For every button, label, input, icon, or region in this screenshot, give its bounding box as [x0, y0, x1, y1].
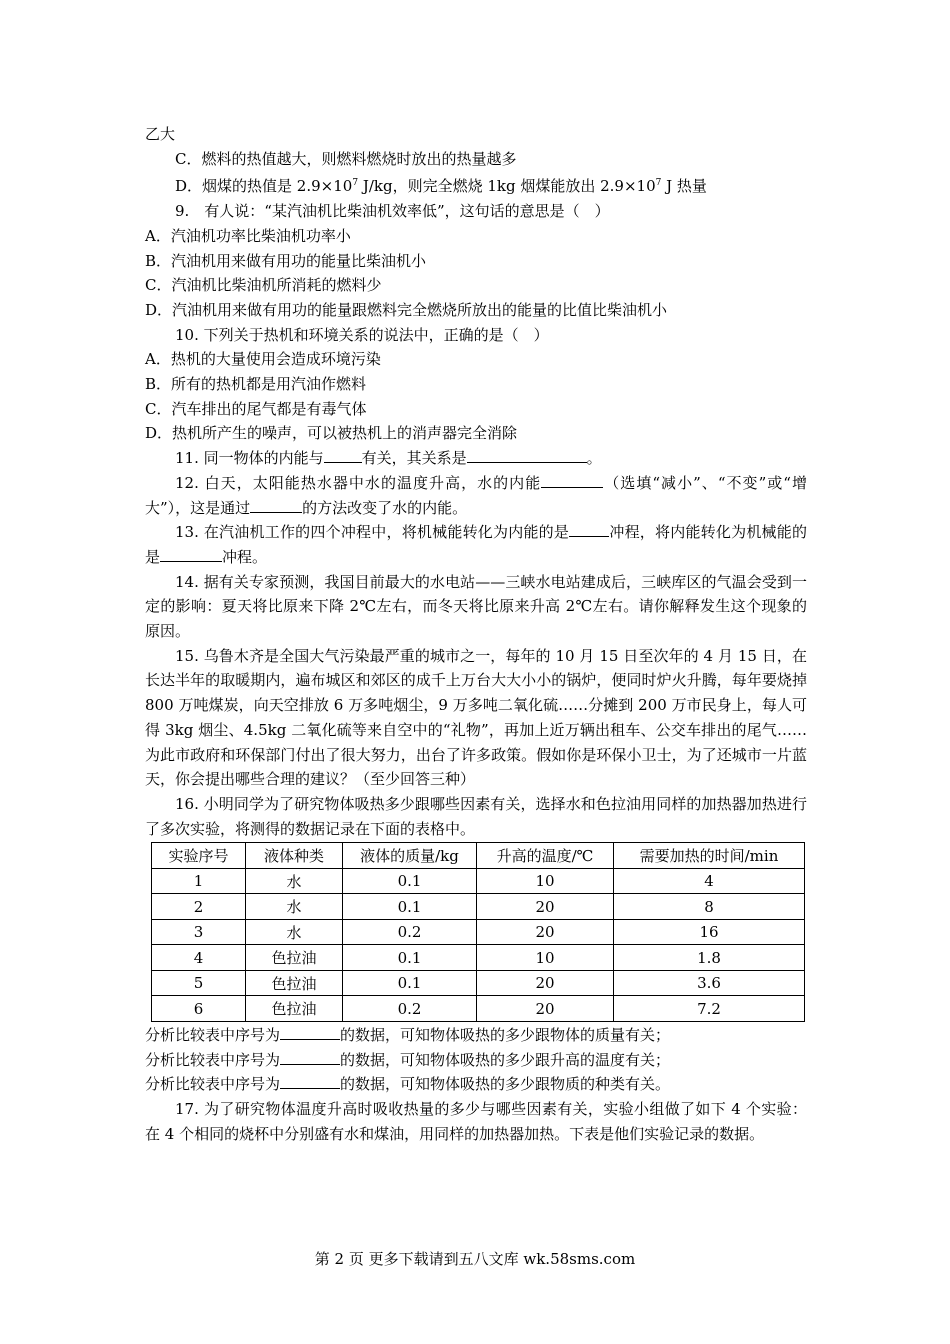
table-cell: 0.2	[343, 919, 477, 945]
q10-stem: 10. 下列关于热机和环境关系的说法中，正确的是（ ）	[175, 325, 549, 344]
table-cell: 水	[246, 919, 343, 945]
table-header-row	[152, 843, 805, 869]
q10-option-b: B．所有的热机都是用汽油作燃料	[145, 375, 367, 394]
table-cell: 色拉油	[246, 996, 343, 1022]
table-cell: 3.6	[614, 970, 805, 996]
q9-stem: 9. 有人说：“某汽油机比柴油机效率低”，这句话的意思是（ ）	[175, 202, 610, 221]
q10-option-c: C．汽车排出的尾气都是有毒气体	[145, 399, 367, 418]
q11-blank-2[interactable]	[467, 448, 587, 463]
q16-blank-3[interactable]	[280, 1074, 340, 1089]
table-cell: 20	[477, 996, 614, 1022]
table-header-cell: 实验序号	[152, 843, 246, 869]
q14: 14. 据有关专家预测，我国目前最大的水电站——三峡水电站建成后，三峡库区的气温会受到一定的影响：夏天将比原来下降 2℃左右，而冬天将比原来升高 2℃左右。请你解释发生这个现象的原因。	[145, 572, 807, 641]
q13-blank-2[interactable]	[160, 547, 222, 562]
table-cell: 5	[152, 970, 246, 996]
q16-analysis-2: 分析比较表中序号为 的数据，可知物体吸热的多少跟升高的温度有关；	[145, 1050, 671, 1069]
table-cell: 3	[152, 919, 246, 945]
table-cell: 7.2	[614, 996, 805, 1022]
q8-option-d: D．烟煤的热值是 $2.9\times 10^7$ J/kg，则完全燃烧 1kg 烟煤能放出 $2.9\times 10^7$ J 热量	[175, 177, 707, 196]
table-cell: 10	[477, 868, 614, 894]
q16-blank-2[interactable]	[280, 1050, 340, 1065]
table-row	[152, 919, 805, 945]
document-page	[145, 122, 807, 1146]
q16-analysis-1: 分析比较表中序号为 的数据，可知物体吸热的多少跟物体的质量有关；	[145, 1025, 671, 1044]
q16-blank-1[interactable]	[280, 1025, 340, 1040]
table-row	[152, 970, 805, 996]
q12-blank-2[interactable]	[250, 498, 302, 513]
table-cell: 0.2	[343, 996, 477, 1022]
table-cell: 0.1	[343, 868, 477, 894]
q11-blank-1[interactable]	[324, 448, 362, 463]
table-cell: 色拉油	[246, 945, 343, 971]
table-cell: 1	[152, 868, 246, 894]
table-cell: 0.1	[343, 945, 477, 971]
table-cell: 水	[246, 894, 343, 920]
q8-tail: 乙大	[145, 125, 176, 143]
q16-stem: 16. 小明同学为了研究物体吸热多少跟哪些因素有关，选择水和色拉油用同样的加热器加热进行了多次实验，将测得的数据记录在下面的表格中。	[145, 794, 807, 838]
q13-blank-1[interactable]	[569, 522, 609, 537]
q12: 12. 白天，太阳能热水器中水的温度升高，水的内能 （选填“减小”、“不变”或“增大”），这是通过 的方法改变了水的内能。	[145, 473, 807, 517]
q13: 13. 在汽油机工作的四个冲程中，将机械能转化为内能的是 冲程，将内能转化为机械能的是 冲程。	[145, 523, 807, 566]
table-cell: 10	[477, 945, 614, 971]
table-cell: 4	[152, 945, 246, 971]
table-row	[152, 945, 805, 971]
q9-option-b: B．汽油机用来做有用功的能量比柴油机小	[145, 251, 427, 270]
table-row	[152, 894, 805, 920]
table-cell: 20	[477, 919, 614, 945]
table-cell: 色拉油	[246, 970, 343, 996]
table-cell: 1.8	[614, 945, 805, 971]
table-header-cell: 液体种类	[246, 843, 343, 869]
page-footer: 第 2 页 更多下载请到五八文库 wk.58sms.com	[314, 1250, 636, 1268]
table-cell: 0.1	[343, 894, 477, 920]
table-cell: 20	[477, 894, 614, 920]
table-cell: 水	[246, 868, 343, 894]
table-cell: 16	[614, 919, 805, 945]
q10-option-a: A．热机的大量使用会造成环境污染	[145, 350, 381, 369]
table-cell: 4	[614, 868, 805, 894]
table-cell: 6	[152, 996, 246, 1022]
q9-option-d: D．汽油机用来做有用功的能量跟燃料完全燃烧所放出的能量的比值比柴油机小	[145, 300, 668, 319]
table-header-cell: 需要加热的时间/min	[614, 843, 805, 869]
table-cell: 2	[152, 894, 246, 920]
q17: 17. 为了研究物体温度升高时吸收热量的多少与哪些因素有关，实验小组做了如下 4 个实验：在 4 个相同的烧杯中分别盛有水和煤油，用同样的加热器加热。下表是他们实验记录的数据。	[145, 1100, 807, 1143]
table-row	[152, 996, 805, 1022]
q12-blank-1[interactable]	[541, 473, 603, 488]
q10-option-d: D．热机所产生的噪声，可以被热机上的消声器完全消除	[145, 424, 518, 443]
table-cell: 0.1	[343, 970, 477, 996]
q9-option-c: C．汽油机比柴油机所消耗的燃料少	[145, 276, 382, 295]
q11: 11. 同一物体的内能与 有关，其关系是 。	[175, 449, 602, 468]
table-row	[152, 868, 805, 894]
table-cell: 20	[477, 970, 614, 996]
table-cell: 8	[614, 894, 805, 920]
q16-analysis-3: 分析比较表中序号为 的数据，可知物体吸热的多少跟物质的种类有关。	[145, 1075, 671, 1094]
q16-data-table	[151, 842, 805, 1022]
table-header-cell: 液体的质量/kg	[343, 843, 477, 869]
q9-option-a: A．汽油机功率比柴油机功率小	[145, 226, 351, 245]
table-header-cell: 升高的温度/℃	[477, 843, 614, 869]
q15: 15. 乌鲁木齐是全国大气污染最严重的城市之一，每年的 10 月 15 日至次年的 4 月 15 日，在长达半年的取暖期内，遍布城区和郊区的成千上万台大大小小的锅炉，便同时炉火升腾，每年要烧掉 800 万吨煤炭，向天空排放 6 万多吨烟尘，9 万多吨二氧化硫……分摊到 200 万市民身上，每人可得 3kg 烟尘、4.5kg 二氧化硫等来自空中的“礼物”，再加上近万辆出租车、公交车排出的尾气……为此市政府和环保部门付出了很大努力，出台了许多政策。假如你是环保小卫士，为了还城市一片蓝天，你会提出哪些合理的建议？（至少回答三种）	[145, 646, 807, 789]
q8-option-c: C．燃料的热值越大，则燃料燃烧时放出的热量越多	[175, 149, 517, 168]
